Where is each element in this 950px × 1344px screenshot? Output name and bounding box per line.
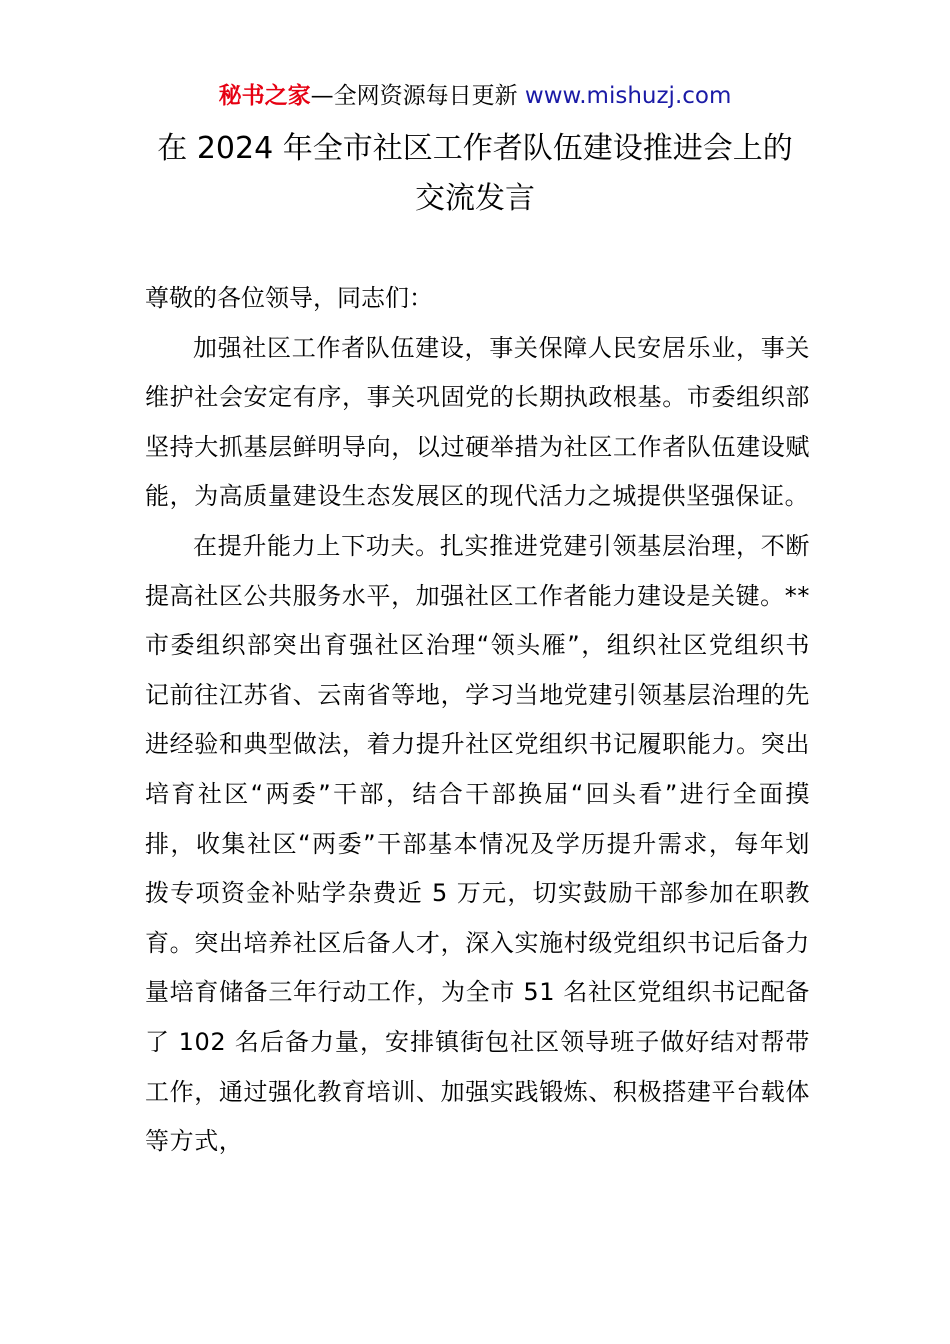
brand-name: 秘书之家 — [218, 83, 311, 109]
header-tagline: —全网资源每日更新 — [310, 83, 525, 109]
document-body — [145, 274, 810, 1167]
paragraph-intro: 加强社区工作者队伍建设，事关保障人民安居乐业，事关维护社会安定有序，事关巩固党的长期执政根基。市委组织部坚持大抓基层鲜明导向，以过硬举措为社区工作者队伍建设赋能，为高质量建设生态发展区的现代活力之城提供坚强保证。 — [145, 333, 810, 511]
title-line-1: 在 2024 年全市社区工作者队伍建设推进会上的 — [157, 131, 793, 166]
salutation: 尊敬的各位领导，同志们： — [145, 284, 433, 312]
title-line-2: 交流发言 — [415, 181, 535, 216]
site-header — [0, 80, 950, 112]
site-url-link[interactable]: www.mishuzj.com — [524, 83, 732, 109]
document-title — [100, 124, 850, 224]
paragraph-capability: 在提升能力上下功夫。扎实推进党建引领基层治理，不断提高社区公共服务水平，加强社区工作者能力建设是关键。**市委组织部突出育强社区治理“领头雁”，组织社区党组织书记前往江苏省、云南省等地，学习当地党建引领基层治理的先进经验和典型做法，着力提升社区党组织书记履职能力。突出培育社区“两委”干部，结合干部换届“回头看”进行全面摸排，收集社区“两委”干部基本情况及学历提升需求，每年划拨专项资金补贴学杂费近 5 万元，切实鼓励干部参加在职教育。突出培养社区后备人才，深入实施村级党组织书记后备力量培育储备三年行动工作，为全市 51 名社区党组织书记配备了 102 名后备力量，安排镇街包社区领导班子做好结对帮带工作，通过强化教育培训、加强实践锻炼、积极搭建平台载体等方式， — [145, 531, 810, 1156]
